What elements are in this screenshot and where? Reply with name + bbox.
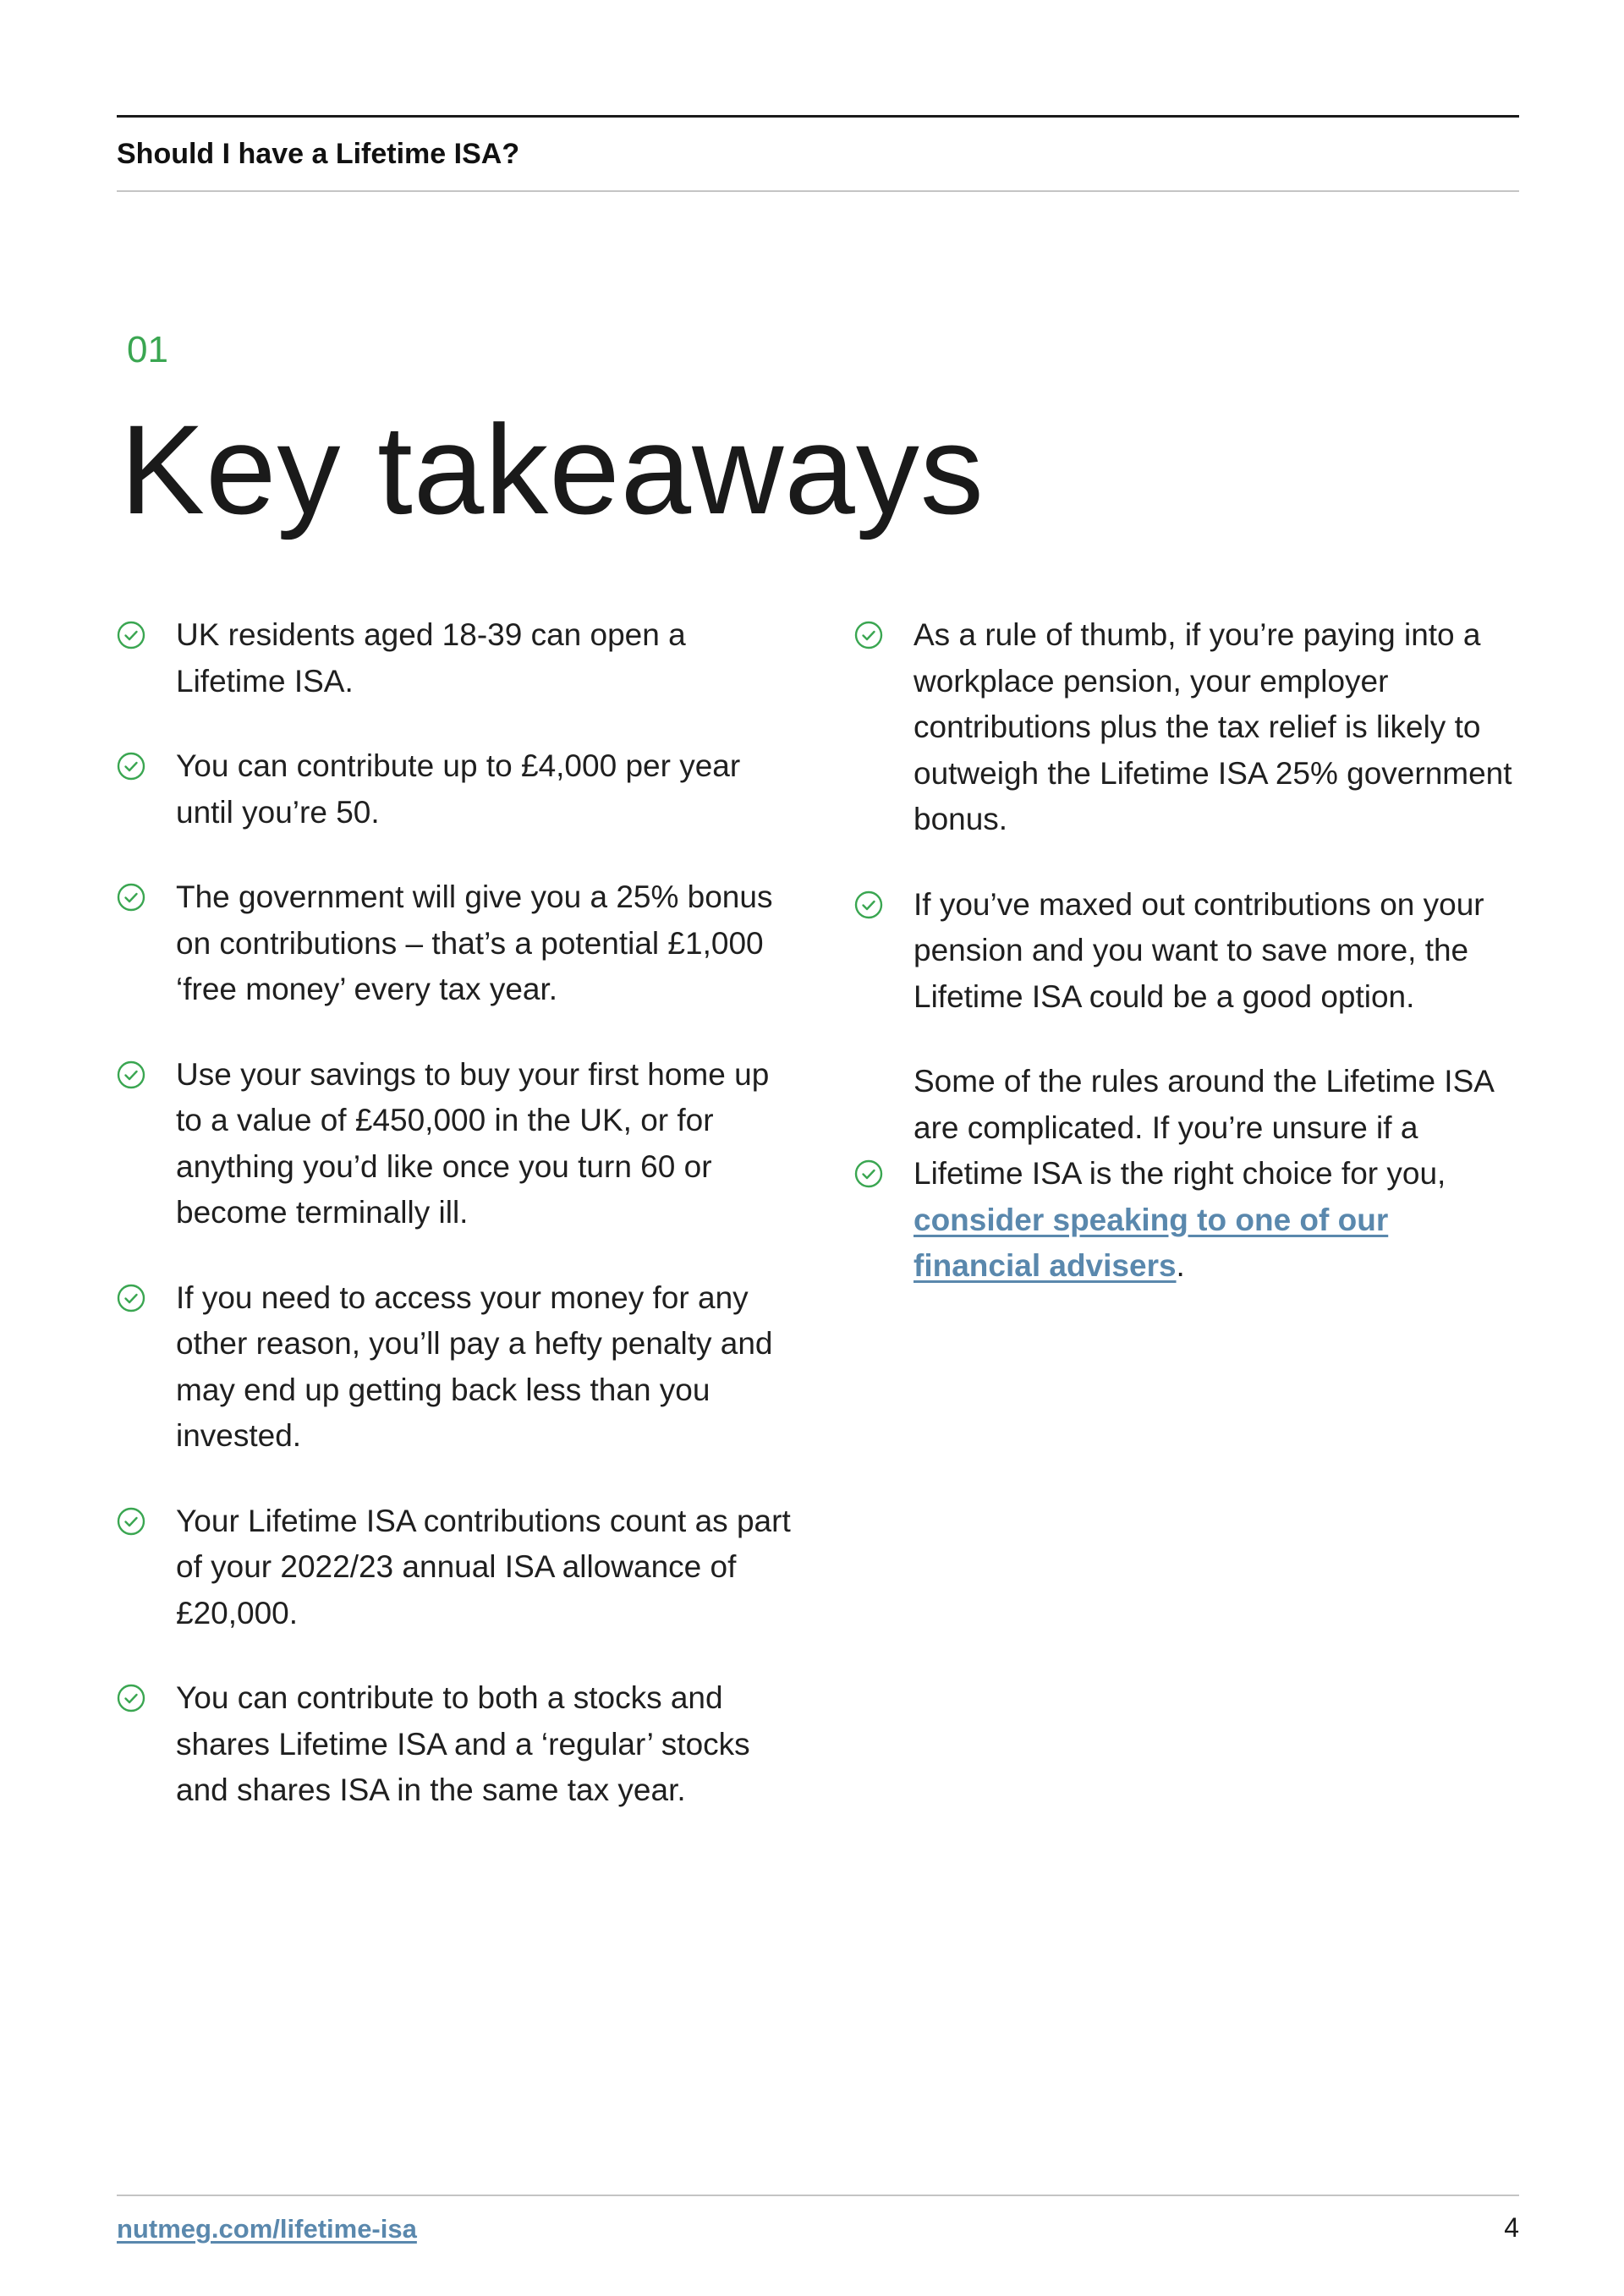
circle-check-icon xyxy=(117,1684,145,1712)
financial-advisers-link[interactable]: consider speaking to one of our financial advisers xyxy=(914,1202,1389,1283)
takeaway-item xyxy=(117,1052,793,1236)
takeaway-text: If you need to access your money for any other reason, you’ll pay a hefty penalty and may end up getting back less than you invested. xyxy=(176,1280,773,1453)
circle-check-icon xyxy=(117,752,145,781)
header-divider xyxy=(117,190,1519,192)
takeaway-text: You can contribute to both a stocks and shares Lifetime ISA and a ‘regular’ stocks and shares ISA in the same tax year. xyxy=(176,1680,750,1807)
circle-check-icon xyxy=(117,1507,145,1536)
takeaway-item xyxy=(854,612,1522,843)
takeaway-text-after-link: . xyxy=(1176,1248,1185,1283)
takeaway-text: Your Lifetime ISA contributions count as part of your 2022/23 annual ISA allowance of £20,000. xyxy=(176,1503,791,1630)
circle-check-icon xyxy=(117,621,145,649)
section-heading: Key takeaways xyxy=(120,398,985,540)
takeaway-text: Use your savings to buy your first home up to a value of £450,000 in the UK, or for anything you’d like once you turn 60 or become terminally ill. xyxy=(176,1056,770,1230)
circle-check-icon xyxy=(117,1060,145,1089)
section-number: 01 xyxy=(127,329,168,370)
takeaway-item xyxy=(117,1499,793,1637)
takeaway-item xyxy=(117,612,793,704)
takeaway-item xyxy=(854,1059,1522,1290)
takeaway-text-before-link: Some of the rules around the Lifetime ISA are complicated. If you’re unsure if a Lifetime ISA is the right choice for you, xyxy=(914,1064,1493,1191)
takeaway-item xyxy=(117,1675,793,1814)
takeaway-text: As a rule of thumb, if you’re paying into a workplace pension, your employer contributions plus the tax relief is likely to outweigh the Lifetime ISA 25% government bonus. xyxy=(914,617,1512,836)
takeaway-text xyxy=(914,1059,1522,1290)
takeaways-left-column xyxy=(117,612,793,1853)
takeaways-right-column xyxy=(854,612,1522,1329)
circle-check-icon xyxy=(117,883,145,912)
footer-url-link[interactable]: nutmeg.com/lifetime-isa xyxy=(117,2214,417,2244)
takeaway-item xyxy=(117,1275,793,1460)
takeaway-item xyxy=(117,743,793,836)
circle-check-icon xyxy=(854,621,883,649)
takeaway-text: UK residents aged 18-39 can open a Lifetime ISA. xyxy=(176,617,686,699)
takeaway-text: You can contribute up to £4,000 per year until you’re 50. xyxy=(176,748,741,830)
footer-divider xyxy=(117,2195,1519,2196)
circle-check-icon xyxy=(117,1284,145,1312)
takeaway-item xyxy=(854,882,1522,1021)
circle-check-icon xyxy=(854,1159,883,1188)
takeaway-text: If you’ve maxed out contributions on your pension and you want to save more, the Lifetime ISA could be a good option. xyxy=(914,886,1484,1014)
circle-check-icon xyxy=(854,890,883,919)
document-header-title: Should I have a Lifetime ISA? xyxy=(117,138,520,170)
page-number: 4 xyxy=(1504,2212,1519,2243)
takeaway-item xyxy=(117,874,793,1013)
takeaway-text: The government will give you a 25% bonus on contributions – that’s a potential £1,000 ‘free money’ every tax year. xyxy=(176,879,773,1006)
top-rule xyxy=(117,115,1519,118)
